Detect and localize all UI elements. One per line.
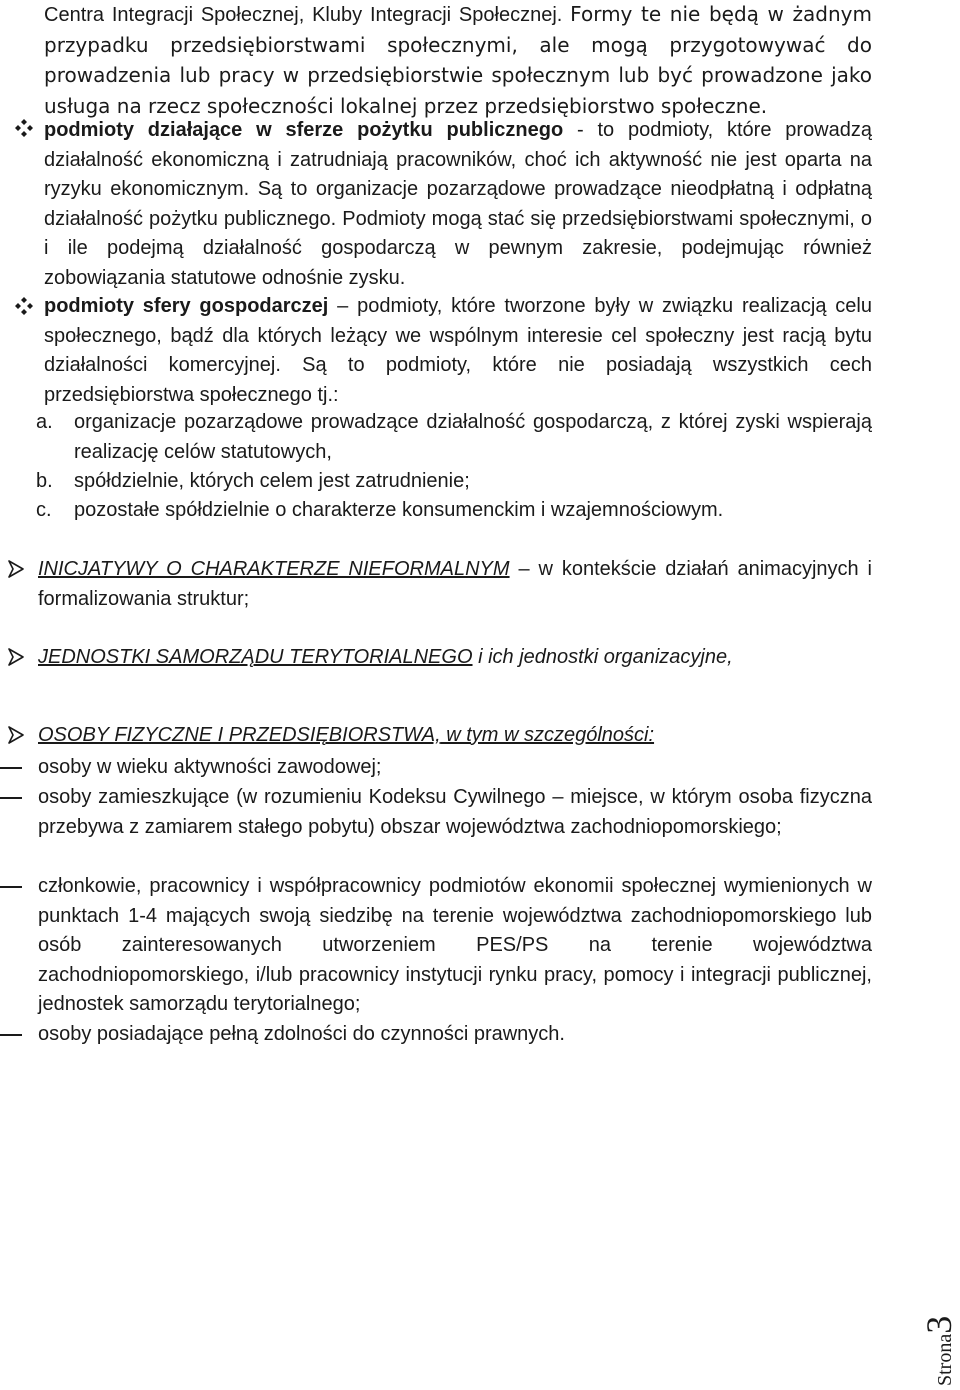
dash-item (38, 872, 872, 1020)
list-label: c. (36, 499, 52, 521)
dash-item-text: członkowie, pracownicy i współpracownicy podmiotów ekonomii społecznej wymienionych w punktach 1-4 mających swoją siedzibę na terenie województwa zachodniopomorskiego lub osób zainteresowanych utworzeniem PES/PS na terenie województwa zachodniopomorskiego, i/lub pracownicy instytucji rynku pracy, pomocy i integracji publicznej, jednostek samorządu terytorialnego; (38, 875, 872, 1015)
dash-bullet-icon (0, 767, 22, 769)
heading-title: JEDNOSTKI SAMORZĄDU TERYTORIALNEGO (38, 646, 473, 668)
bullet-text: - to podmioty, które prowadzą działalność ekonomiczną i zatrudniają pracowników, choć ich aktywność nie jest oparta na ryzyku ekonomicznym. Są to organizacje pozarządowe prowadzące nieodpłatną i odpłatną działalność pożytku publicznego. Podmioty mogą stać się przedsiębiorstwami społecznymi, o i ile podejmą działalność gospodarczą w pewnym zakresie, podejmując również zobowiązania statutowe odnośnie zysku. (44, 119, 872, 289)
heading-title: OSOBY FIZYCZNE I PRZEDSIĘBIORSTWA, (38, 724, 441, 746)
bullet-lead: podmioty sfery gospodarczej (44, 295, 329, 317)
dash-item-text: osoby zamieszkujące (w rozumieniu Kodeksu Cywilnego – miejsce, w którym osoba fizyczna przebywa z zamiarem stałego pobytu) obszar województwa zachodniopomorskiego; (38, 786, 872, 838)
list-text: pozostałe spółdzielnie o charakterze konsumenckim i wzajemnościowym. (74, 499, 724, 521)
bullet-lead: podmioty działające w sferze pożytku publicznego (44, 119, 564, 141)
dash-item (38, 753, 872, 783)
heading-local-government (38, 643, 872, 673)
dash-bullet-icon (0, 886, 22, 888)
dash-bullet-icon (0, 1034, 22, 1036)
intro-text-b: Formy te nie będą w żadnym przypadku przedsiębiorstwami społecznymi, ale mogą przygotowywać do prowadzenia lub pracy w przedsiębiorstwie społecznym lub być prowadzone jako usługa na rzecz społeczności lokalnej przez przedsiębiorstwo społeczne. (44, 2, 872, 118)
list-label: b. (36, 470, 53, 492)
list-text: organizacje pozarządowe prowadzące działalność gospodarczą, z której zyski wspierają realizację celów statutowych, (74, 411, 872, 463)
arrow-bullet-icon (8, 726, 24, 744)
heading-rest: w tym w szczególności: (440, 724, 655, 746)
diamond-bullet-icon (14, 118, 34, 138)
arrow-bullet-icon (8, 648, 24, 666)
heading-informal-initiatives (38, 555, 872, 614)
bullet-text: – podmioty, które tworzone były w związku realizacją celu społecznego, bądź dla których leżący we wspólnym interesie cel społeczny jest racją bytu działalności komercyjnej. Są to podmioty, które nie posiadają wszystkich cech przedsiębiorstwa społecznego tj.: (44, 295, 872, 406)
intro-paragraph (44, 0, 872, 122)
arrow-bullet-icon (8, 560, 24, 578)
intro-text-a: Centra Integracji Społecznej, Kluby Integracji Społecznej. (44, 4, 563, 26)
page-number-footer (918, 1316, 960, 1386)
page-label: Strona (934, 1333, 956, 1386)
heading-rest: i ich jednostki organizacyjne, (472, 646, 733, 668)
dash-item-text: osoby posiadające pełną zdolności do czynności prawnych. (38, 1023, 565, 1045)
dash-item (38, 1020, 872, 1050)
list-text: spółdzielnie, których celem jest zatrudnienie; (74, 470, 470, 492)
heading-title: INICJATYWY O CHARAKTERZE NIEFORMALNYM (38, 558, 510, 580)
dash-item-text: osoby w wieku aktywności zawodowej; (38, 756, 382, 778)
heading-natural-persons (38, 721, 872, 751)
dash-bullet-icon (0, 797, 22, 799)
bullet-public-benefit (44, 116, 872, 293)
bullet-economic-sphere (44, 292, 872, 410)
heading-rest: – w kontekście działań animacyjnych i formalizowania struktur; (38, 558, 872, 610)
diamond-bullet-icon (14, 296, 34, 316)
page-number: 3 (919, 1315, 959, 1334)
dash-item (38, 783, 872, 842)
list-label: a. (36, 411, 53, 433)
